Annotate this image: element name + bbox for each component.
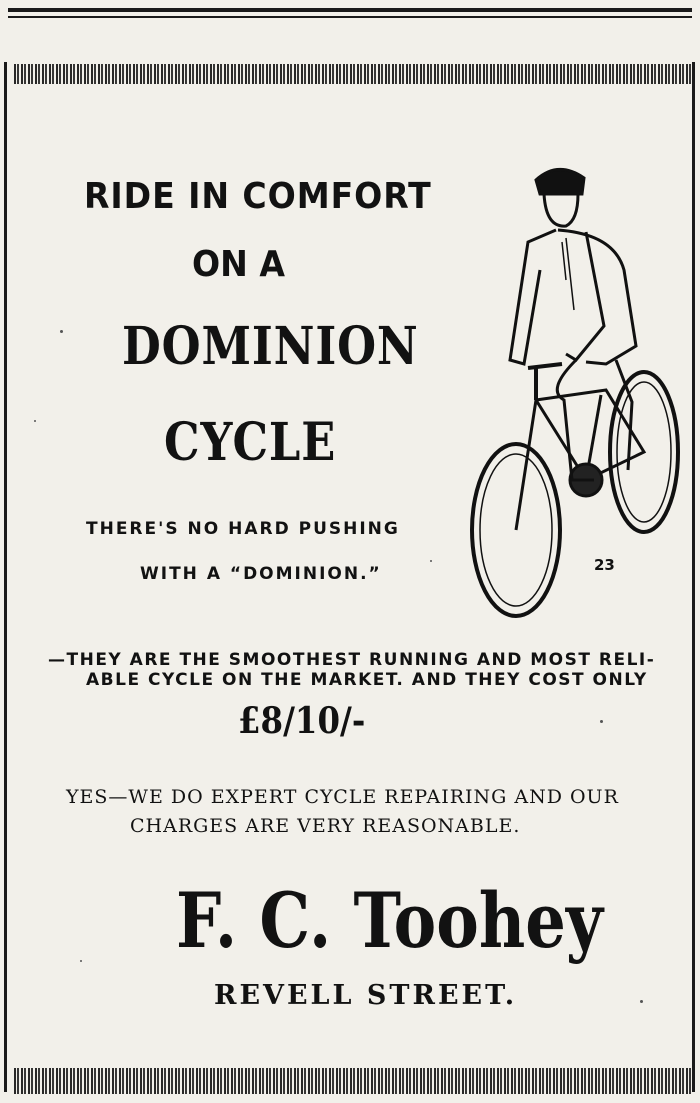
illustration-number: 23 <box>594 556 615 574</box>
rider-arm-left <box>510 230 556 364</box>
rider-cap <box>536 169 584 194</box>
body-line-1: —THEY ARE THE SMOOTHEST RUNNING AND MOST RELI- <box>48 650 656 670</box>
service-line-1: YES—WE DO EXPERT CYCLE REPAIRING AND OUR <box>66 786 619 808</box>
tagline-line-1: THERE'S NO HARD PUSHING <box>86 519 400 539</box>
print-speck <box>640 1000 643 1003</box>
merchant-name: F. C. Toohey <box>176 876 603 965</box>
left-border <box>4 62 7 1092</box>
print-speck <box>430 560 432 562</box>
print-speck <box>600 720 603 723</box>
right-border <box>692 62 695 1092</box>
top-border-band <box>14 64 692 84</box>
tagline-line-2: WITH A “DOMINION.” <box>140 564 382 584</box>
merchant-street: REVELL STREET. <box>214 980 518 1011</box>
body-line-2: ABLE CYCLE ON THE MARKET. AND THEY COST ONLY <box>86 670 648 690</box>
headline-line-2: ON A <box>192 244 286 285</box>
top-rule <box>8 8 692 12</box>
cyclist-illustration <box>466 150 686 625</box>
service-line-2: CHARGES ARE VERY REASONABLE. <box>130 815 521 837</box>
print-speck <box>80 960 82 962</box>
print-speck <box>60 330 63 333</box>
brand-line-2: CYCLE <box>164 412 337 473</box>
top-rule-thin <box>8 16 692 18</box>
price: £8/10/- <box>238 700 366 742</box>
print-speck <box>34 420 36 422</box>
brand-line-1: DOMINION <box>122 316 419 377</box>
bicycle-frame <box>516 390 644 530</box>
headline-line-1: RIDE IN COMFORT <box>84 176 432 217</box>
bottom-border-band <box>14 1068 692 1094</box>
